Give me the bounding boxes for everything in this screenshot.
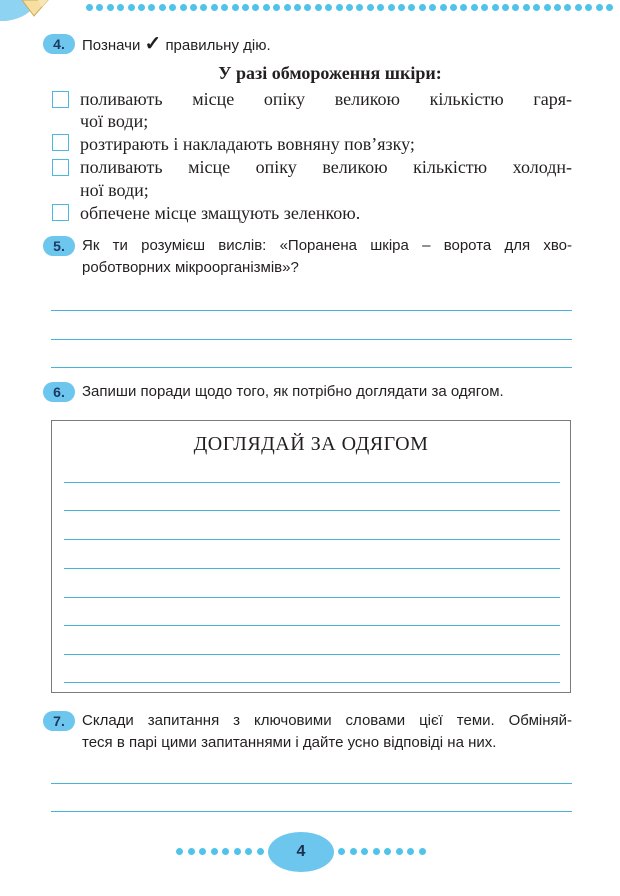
decorative-dot (373, 848, 380, 855)
task-4-heading: У разі обмороження шкіри: (218, 63, 442, 83)
decorative-dot (315, 4, 322, 11)
option-3-line-2: ної води; (80, 180, 149, 200)
decorative-dot (471, 4, 478, 11)
task-4-instruction (82, 32, 271, 58)
decorative-dot (407, 848, 414, 855)
option-2-checkbox[interactable] (52, 134, 69, 151)
decorative-dot (284, 4, 291, 11)
decorative-dot (398, 4, 405, 11)
answer-line[interactable] (51, 811, 572, 812)
task-5-number: 5. (43, 236, 75, 256)
option-1-checkbox[interactable] (52, 91, 69, 108)
care-advice-box (51, 420, 571, 693)
task-4-instruction-after: правильну дію. (165, 37, 271, 54)
decorative-dot (388, 4, 395, 11)
decorative-dot (200, 4, 207, 11)
checkmark-icon: ✓ (144, 33, 162, 55)
decorative-dot (304, 4, 311, 11)
task-7-line-1: Склади запитання з ключовими словами цієї теми. Обміняй- (82, 712, 572, 729)
decorative-dot (575, 4, 582, 11)
decorative-dot (117, 4, 124, 11)
decorative-dot (492, 4, 499, 11)
decorative-dot (107, 4, 114, 11)
decorative-dot (294, 4, 301, 11)
decorative-dot (596, 4, 603, 11)
box-answer-line[interactable] (64, 654, 560, 655)
option-3-line-1: поливають місце опіку великою кількістю холодн- (80, 157, 572, 177)
task-5-line-2: роботворних мікроорганізмів»? (82, 259, 299, 276)
task-4-instruction-before: Позначи (82, 37, 141, 54)
decorative-dot (419, 848, 426, 855)
answer-line[interactable] (51, 339, 572, 340)
care-advice-box-title: ДОГЛЯДАЙ ЗА ОДЯГОМ (193, 433, 429, 455)
box-answer-line[interactable] (64, 597, 560, 598)
decorative-dot (180, 4, 187, 11)
page-number: 4 (268, 832, 334, 872)
decorative-dot (367, 4, 374, 11)
decorative-dot (429, 4, 436, 11)
decorative-dot (419, 4, 426, 11)
decorative-dot (263, 4, 270, 11)
decorative-dot (190, 4, 197, 11)
decorative-dot (460, 4, 467, 11)
decorative-dot (450, 4, 457, 11)
task-6-number: 6. (43, 382, 75, 402)
task-7-line-2: теся в парі цими запитаннями і дайте усно відповіді на них. (82, 734, 497, 751)
decorative-dot (96, 4, 103, 11)
answer-line[interactable] (51, 367, 572, 368)
task-4-number: 4. (43, 34, 75, 54)
decorative-dot (512, 4, 519, 11)
decorative-dot (273, 4, 280, 11)
decorative-dot (338, 848, 345, 855)
decorative-dot (221, 4, 228, 11)
decorative-dot (440, 4, 447, 11)
box-answer-line[interactable] (64, 625, 560, 626)
decorative-dot (257, 848, 264, 855)
decorative-dot (242, 4, 249, 11)
box-answer-line[interactable] (64, 568, 560, 569)
decorative-dot (245, 848, 252, 855)
decorative-dot (481, 4, 488, 11)
decorative-dot (325, 4, 332, 11)
box-answer-line[interactable] (64, 510, 560, 511)
decorative-dot (138, 4, 145, 11)
box-answer-line[interactable] (64, 482, 560, 483)
answer-line[interactable] (51, 310, 572, 311)
decorative-dot (252, 4, 259, 11)
decorative-dot (544, 4, 551, 11)
decorative-dot (232, 4, 239, 11)
option-3-checkbox[interactable] (52, 159, 69, 176)
decorative-dot (199, 848, 206, 855)
decorative-dot (159, 4, 166, 11)
task-5-line-1: Як ти розумієш вислів: «Поранена шкіра – ворота для хво- (82, 237, 572, 254)
decorative-dot (211, 4, 218, 11)
decorative-dot (606, 4, 613, 11)
option-2-line-1: розтирають і накладають вовняну пов’язку; (80, 134, 415, 154)
task-7-number: 7. (43, 711, 75, 731)
decorative-dot (408, 4, 415, 11)
decorative-dot (234, 848, 241, 855)
decorative-dot (346, 4, 353, 11)
decorative-dot (128, 4, 135, 11)
decorative-dot (350, 848, 357, 855)
decorative-dot (188, 848, 195, 855)
decorative-dot (169, 4, 176, 11)
decorative-dot (377, 4, 384, 11)
decorative-dot (554, 4, 561, 11)
decorative-dot (533, 4, 540, 11)
decorative-dot (356, 4, 363, 11)
decorative-dot (502, 4, 509, 11)
decorative-dot (176, 848, 183, 855)
answer-line[interactable] (51, 783, 572, 784)
task-6-text: Запиши поради щодо того, як потрібно доглядати за одягом. (82, 383, 504, 400)
option-4-checkbox[interactable] (52, 204, 69, 221)
decorative-dot (523, 4, 530, 11)
decorative-dot (585, 4, 592, 11)
decorative-dot (148, 4, 155, 11)
decorative-dot (361, 848, 368, 855)
decorative-dot (222, 848, 229, 855)
decorative-dot (384, 848, 391, 855)
pencil-corner-icon (0, 0, 62, 22)
box-answer-line[interactable] (64, 682, 560, 683)
option-1-line-2: чої води; (80, 111, 149, 131)
decorative-dot (86, 4, 93, 11)
decorative-dot (211, 848, 218, 855)
decorative-dot (396, 848, 403, 855)
decorative-dot (564, 4, 571, 11)
option-4-line-1: обпечене місце змащують зеленкою. (80, 203, 361, 223)
option-1-line-1: поливають місце опіку великою кількістю гаря- (80, 89, 572, 109)
box-answer-line[interactable] (64, 539, 560, 540)
decorative-dot (336, 4, 343, 11)
